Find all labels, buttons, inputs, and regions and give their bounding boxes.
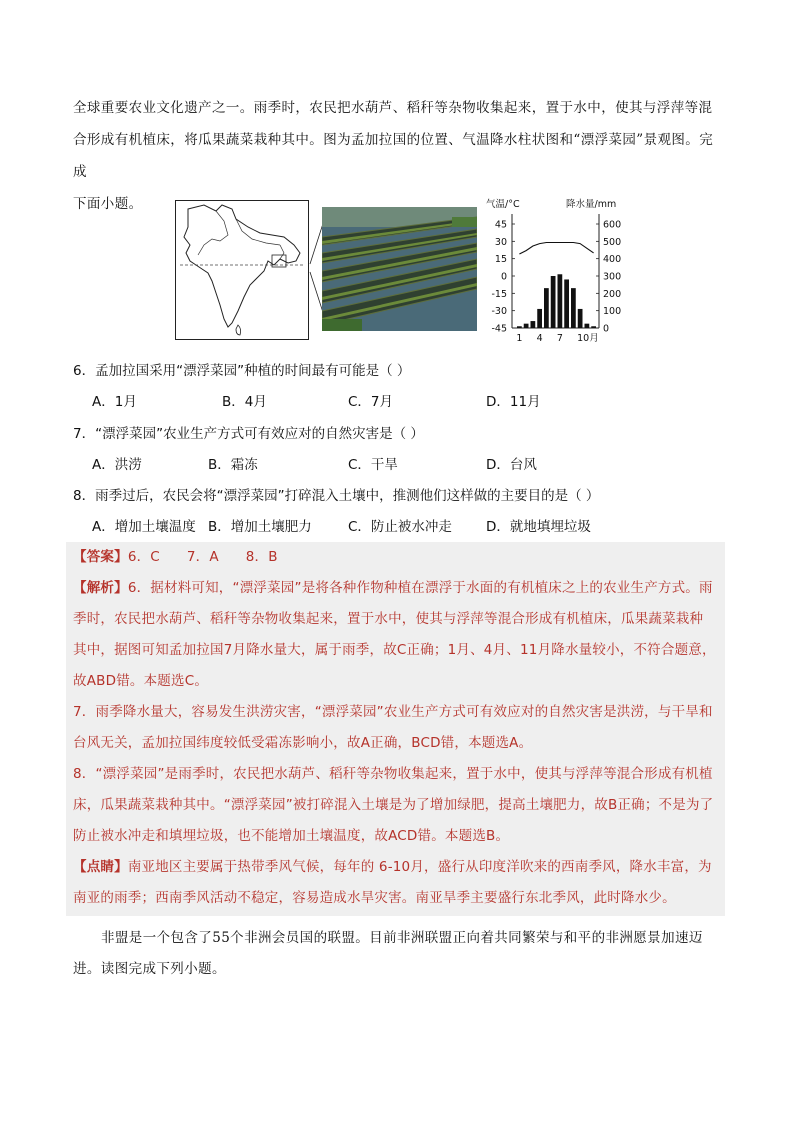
option-d: D．11月	[486, 394, 541, 410]
option-c: C．干旱	[348, 457, 398, 473]
left-tick-label: -15	[491, 288, 507, 300]
analysis-line: 床，瓜果蔬菜栽种其中。“漂浮菜园”被打碎混入土壤是为了增加绿肥，提高土壤肥力，故B正确；不是为了	[73, 797, 714, 813]
climate-chart-svg	[482, 196, 632, 346]
right-tick-label: 600	[603, 219, 622, 231]
answer-line	[73, 542, 723, 573]
analysis-line	[73, 573, 723, 604]
left-tick-label: -30	[491, 306, 507, 318]
right-tick-label: 200	[603, 288, 622, 300]
right-tick-label: 300	[603, 271, 622, 283]
analysis-line: 7．雨季降水量大，容易发生洪涝灾害，“漂浮菜园”农业生产方式可有效应对的自然灾害是洪涝，与干旱和	[73, 704, 713, 720]
precip-bar	[517, 326, 522, 328]
left-tick-label: 45	[494, 219, 507, 231]
analysis-line: 季时，农民把水葫芦、稻秆等杂物收集起来，置于水中，使其与浮萍等混合形成有机植床，瓜果蔬菜栽种	[73, 611, 704, 627]
map-outline	[176, 201, 308, 339]
answer-section	[73, 542, 723, 914]
option-a: A．1月	[92, 394, 137, 410]
precip-bar	[571, 288, 576, 328]
analysis-line: 台风无关，孟加拉国纬度较低受霜冻影响小，故A正确，BCD错，本题选A。	[73, 735, 533, 751]
precip-bar	[585, 324, 590, 328]
outro-line: 非盟是一个包含了55个非洲会员国的联盟。目前非洲联盟正向着共同繁荣与和平的非洲愿景加速迈	[101, 930, 703, 946]
option-d: D．就地填埋垃圾	[486, 519, 591, 535]
precip-bar	[591, 326, 596, 328]
left-tick-label: -45	[491, 323, 507, 335]
right-tick-label: 400	[603, 254, 622, 266]
analysis-line: 其中，据图可知孟加拉国7月降水量大，属于雨季，故C正确；1月、4月、11月降水量较小，不符合题意，	[73, 642, 716, 658]
precip-bar	[558, 274, 563, 328]
right-axis-label: 降水量/mm	[566, 199, 617, 210]
tip-line	[73, 852, 723, 883]
option-b: B．增加土壤肥力	[208, 519, 312, 535]
left-axis-label: 气温/°C	[486, 199, 520, 210]
intro-line: 下面小题。	[73, 196, 143, 212]
x-tick-label: 10月	[577, 333, 599, 344]
tip-line: 南亚的雨季；西南季风活动不稳定，容易造成水旱灾害。南亚旱季主要盛行东北季风，此时降水少。	[73, 890, 676, 906]
analysis-text: 6．据材料可知，“漂浮菜园”是将各种作物种植在漂浮于水面的有机植床之上的农业生产方式。雨	[127, 580, 713, 596]
precip-bar	[544, 288, 549, 328]
x-tick-label: 7	[556, 333, 563, 344]
left-tick-label: 15	[494, 254, 507, 266]
question-7-stem: 7．“漂浮菜园”农业生产方式可有效应对的自然灾害是（ ）	[73, 426, 424, 442]
answer-tag: 【答案】	[73, 549, 128, 565]
precip-bar	[551, 276, 556, 328]
option-c: C．7月	[348, 394, 394, 410]
option-a: A．洪涝	[92, 457, 142, 473]
climate-chart	[482, 196, 632, 346]
left-tick-label: 0	[500, 271, 507, 283]
option-d: D．台风	[486, 457, 537, 473]
question-6-stem: 6．孟加拉国采用“漂浮菜园”种植的时间最有可能是（ ）	[73, 363, 411, 379]
precip-bar	[578, 309, 583, 328]
precip-bar	[524, 324, 529, 328]
tip-text: 南亚地区主要属于热带季风气候，每年的 6-10月，盛行从印度洋吹来的西南季风，降水丰富，为	[127, 859, 712, 875]
outro-line: 进。读图完成下列小题。	[73, 961, 226, 977]
analysis-line: 8．“漂浮菜园”是雨季时，农民把水葫芦、稻秆等杂物收集起来，置于水中，使其与浮萍等混合形成有机植	[73, 766, 713, 782]
precip-bar	[531, 321, 536, 328]
question-8-stem: 8．雨季过后，农民会将“漂浮菜园”打碎混入土壤中，推测他们这样做的主要目的是（ ）	[73, 488, 600, 504]
analysis-tag: 【解析】	[73, 580, 128, 596]
analysis-line: 故ABD错。本题选C。	[73, 673, 209, 689]
floating-garden-photo	[322, 207, 477, 331]
intro-line: 全球重要农业文化遗产之一。雨季时，农民把水葫芦、稻秆等杂物收集起来，置于水中，使其与浮萍等混	[73, 100, 713, 116]
answer-text: 6．C 7．A 8．B	[127, 549, 278, 565]
temperature-curve	[519, 243, 593, 255]
intro-line: 合形成有机植床，将瓜果蔬菜栽种其中。图为孟加拉国的位置、气温降水柱状图和“漂浮菜园”景观图。完成	[73, 132, 714, 180]
precip-bar	[537, 309, 542, 328]
right-tick-label: 100	[603, 306, 622, 318]
analysis-line: 防止被水冲走和填埋垃圾，也不能增加土壤温度，故ACD错。本题选B。	[73, 828, 510, 844]
south-asia-map	[175, 200, 309, 340]
option-b: B．霜冻	[208, 457, 258, 473]
right-tick-label: 500	[603, 236, 622, 248]
right-tick-label: 0	[603, 323, 610, 335]
option-b: B．4月	[222, 394, 267, 410]
next-question-intro	[73, 923, 723, 985]
option-a: A．增加土壤温度	[92, 519, 196, 535]
tip-tag: 【点睛】	[73, 859, 128, 875]
x-tick-label: 4	[536, 333, 543, 344]
precip-bar	[564, 279, 569, 328]
left-tick-label: 30	[494, 236, 507, 248]
option-c: C．防止被水冲走	[348, 519, 452, 535]
x-tick-label: 1	[516, 333, 523, 344]
